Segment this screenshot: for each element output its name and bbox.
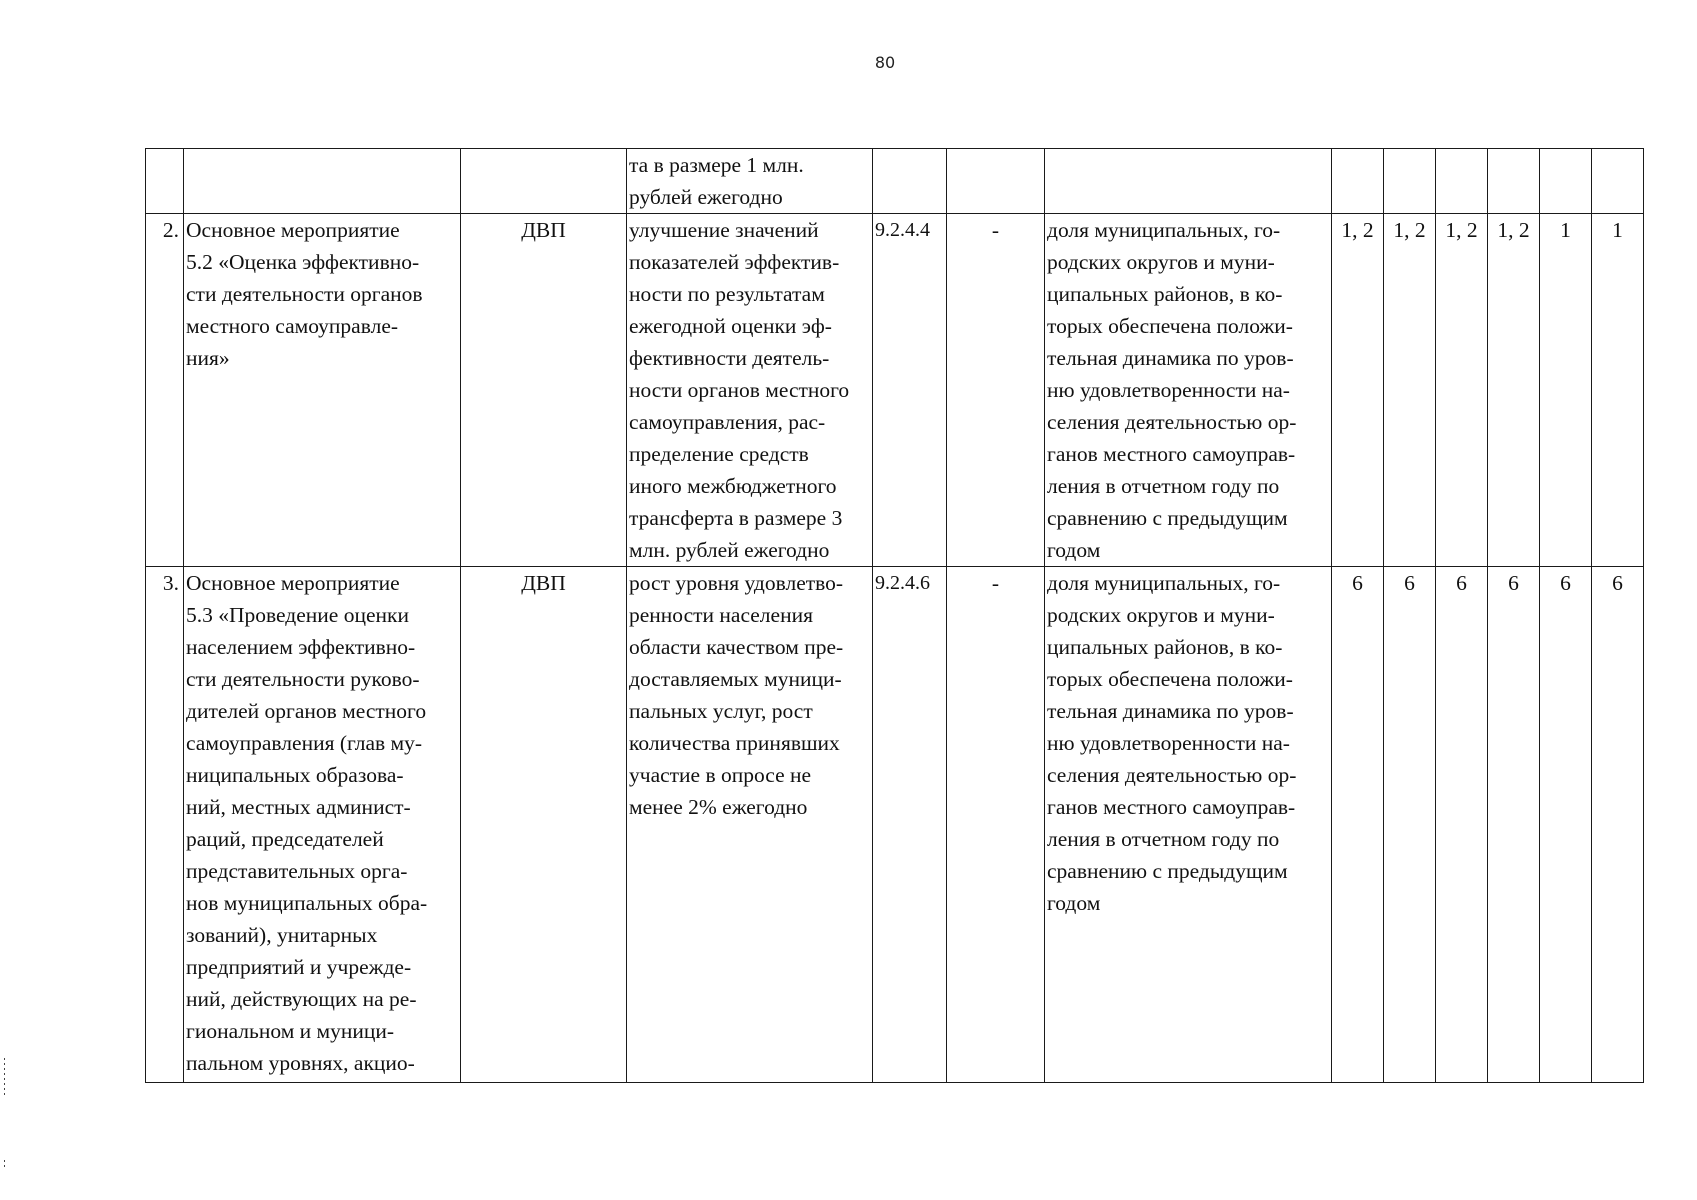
row-number: 3. bbox=[146, 567, 184, 1083]
value-cell bbox=[1384, 149, 1436, 214]
value-cell: 6 bbox=[1384, 567, 1436, 1083]
expected-result: улучшение значений показателей эффектив- ности по результатам ежегодной оценки эф- фективности деятель- ности органов местного самоуправления, рас- пределение средств иного межбюджетного трансферта в размере 3 млн. рублей ежегодно bbox=[627, 214, 873, 567]
expected-result: та в размере 1 млн. рублей ежегодно bbox=[627, 149, 873, 214]
dash-cell: - bbox=[947, 214, 1045, 567]
funding-source: ДВП bbox=[461, 567, 627, 1083]
indicator-code: 9.2.4.4 bbox=[873, 214, 947, 567]
value-cell: 1, 2 bbox=[1436, 214, 1488, 567]
expected-result: рост уровня удовлетво- ренности населения области качеством пре- доставляемых муници- пальных услуг, рост количества принявших участие в опросе не менее 2% ежегодно bbox=[627, 567, 873, 1083]
indicator-description: доля муниципальных, го- родских округов и муни- ципальных районов, в ко- торых обеспечена положи- тельная динамика по уров- ню удовлетворенности на- селения деятельностью ор- ганов местного самоуправ- ления в отчетном году по сравнению с предыдущим годом bbox=[1045, 567, 1332, 1083]
page-number: 80 bbox=[874, 53, 896, 72]
value-cell: 6 bbox=[1436, 567, 1488, 1083]
dash-cell bbox=[947, 149, 1045, 214]
measure-name: Основное мероприятие 5.3 «Проведение оценки населением эффективно- сти деятельности руково- дителей органов местного самоуправления (глав му- ниципальных образова- ний, местных админист- раций, председателей представительных орга- нов муниципальных обра- зований), унитарных предприятий и учрежде- ний, действующих на ре- гиональном и муници- пальном уровнях, акцио- bbox=[184, 567, 461, 1083]
indicator-code bbox=[873, 149, 947, 214]
value-cell: 1 bbox=[1540, 214, 1592, 567]
indicator-description bbox=[1045, 149, 1332, 214]
value-cell: 6 bbox=[1488, 567, 1540, 1083]
indicator-code: 9.2.4.6 bbox=[873, 567, 947, 1083]
row-number bbox=[146, 149, 184, 214]
value-cell bbox=[1540, 149, 1592, 214]
value-cell: 6 bbox=[1540, 567, 1592, 1083]
value-cell: 1, 2 bbox=[1488, 214, 1540, 567]
measures-table bbox=[145, 148, 1644, 1083]
measure-name: Основное мероприятие 5.2 «Оценка эффективно- сти деятельности органов местного самоуправле- ния» bbox=[184, 214, 461, 567]
scan-edge-mark bbox=[4, 1160, 5, 1168]
table-row bbox=[146, 567, 1644, 1083]
table-row bbox=[146, 149, 1644, 214]
funding-source: ДВП bbox=[461, 214, 627, 567]
dash-cell: - bbox=[947, 567, 1045, 1083]
measure-name bbox=[184, 149, 461, 214]
row-number: 2. bbox=[146, 214, 184, 567]
indicator-description: доля муниципальных, го- родских округов и муни- ципальных районов, в ко- торых обеспечена положи- тельная динамика по уров- ню удовлетворенности на- селения деятельностью ор- ганов местного самоуправ- ления в отчетном году по сравнению с предыдущим годом bbox=[1045, 214, 1332, 567]
table-row bbox=[146, 214, 1644, 567]
value-cell: 6 bbox=[1332, 567, 1384, 1083]
value-cell bbox=[1592, 149, 1644, 214]
value-cell: 1 bbox=[1592, 214, 1644, 567]
value-cell: 1, 2 bbox=[1384, 214, 1436, 567]
scan-edge-mark bbox=[4, 1058, 5, 1098]
value-cell bbox=[1488, 149, 1540, 214]
value-cell bbox=[1436, 149, 1488, 214]
value-cell: 1, 2 bbox=[1332, 214, 1384, 567]
funding-source bbox=[461, 149, 627, 214]
value-cell bbox=[1332, 149, 1384, 214]
value-cell: 6 bbox=[1592, 567, 1644, 1083]
